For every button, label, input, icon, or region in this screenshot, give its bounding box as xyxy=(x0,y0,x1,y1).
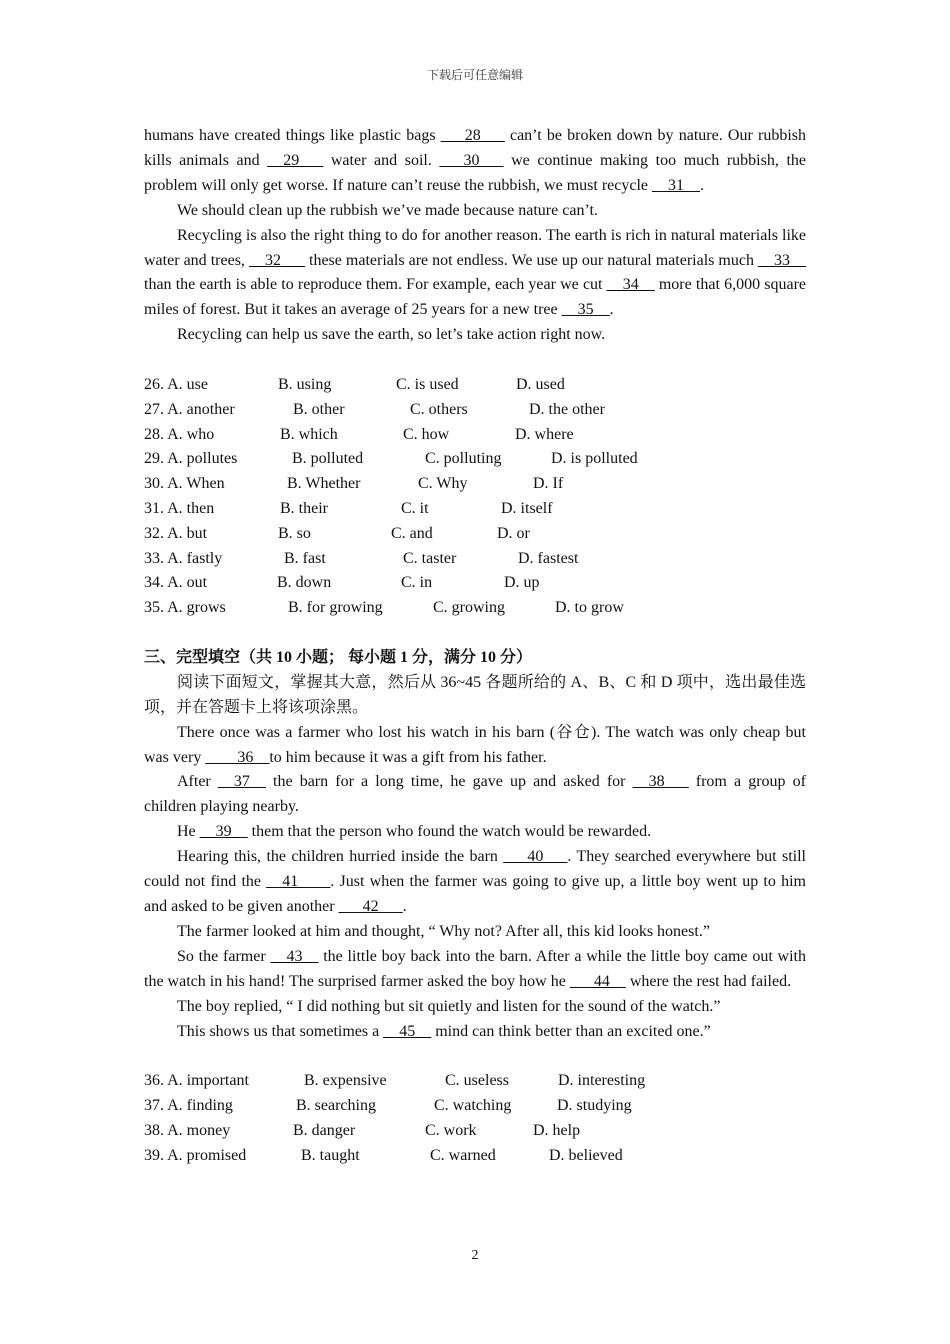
paragraph: We should clean up the rubbish we’ve made because nature can’t. xyxy=(177,201,598,219)
question-row xyxy=(144,1119,806,1144)
option-text: B. which xyxy=(280,425,338,443)
answer-blank: __39__ xyxy=(199,823,248,841)
answer-blank: __43__ xyxy=(270,947,319,965)
option-text: C. in xyxy=(401,574,433,592)
option-text: 37. A. finding xyxy=(144,1097,233,1115)
option-text: D. believed xyxy=(549,1146,623,1164)
option-text: C. taster xyxy=(403,549,457,567)
option-text: B. other xyxy=(293,400,345,418)
paragraph: This shows us that sometimes a __45__ mind can think better than an excited one.” xyxy=(177,1022,711,1040)
question-row xyxy=(144,472,806,497)
option-text: C. useless xyxy=(445,1072,509,1090)
question-list-2 xyxy=(144,1069,806,1168)
answer-blank: __33__ xyxy=(758,251,806,269)
option-text: 38. A. money xyxy=(144,1121,231,1139)
question-row xyxy=(144,447,806,472)
answer-blank: __29___ xyxy=(267,151,324,169)
answer-blank: ___42___ xyxy=(338,897,403,915)
option-text: 35. A. grows xyxy=(144,599,226,617)
option-text: D. or xyxy=(497,524,530,542)
option-text: 34. A. out xyxy=(144,574,208,592)
answer-blank: __31__ xyxy=(652,176,700,194)
option-text: C. others xyxy=(410,400,468,418)
option-text: C. is used xyxy=(396,376,459,394)
question-row xyxy=(144,1144,806,1169)
option-text: D. used xyxy=(516,376,565,394)
option-text: 27. A. another xyxy=(144,400,235,418)
option-text: C. watching xyxy=(434,1097,512,1115)
answer-blank: __45__ xyxy=(383,1022,432,1040)
option-text: B. using xyxy=(278,376,332,394)
option-text: C. polluting xyxy=(425,450,502,468)
option-text: D. up xyxy=(504,574,540,592)
option-text: 32. A. but xyxy=(144,524,208,542)
answer-blank: ____36__ xyxy=(205,748,270,766)
question-row xyxy=(144,497,806,522)
option-text: 26. A. use xyxy=(144,376,208,394)
answer-blank: __38___ xyxy=(632,773,689,791)
option-text: D. If xyxy=(533,475,564,493)
paragraph: The boy replied, “ I did nothing but sit quietly and listen for the sound of the watch.” xyxy=(177,997,721,1015)
question-row xyxy=(144,1094,806,1119)
option-text: B. their xyxy=(280,500,328,518)
answer-blank: ___30___ xyxy=(439,151,504,169)
option-text: B. for growing xyxy=(288,599,383,617)
answer-blank: __32___ xyxy=(248,251,305,269)
question-row xyxy=(144,373,806,398)
paragraph: There once was a farmer who lost his watch in his barn (谷仓). The watch was only cheap but was very ____36__to him because it was a gift from his father. xyxy=(144,723,806,766)
option-text: 29. A. pollutes xyxy=(144,450,238,468)
question-row xyxy=(144,522,806,547)
answer-blank: ___40___ xyxy=(503,848,568,866)
option-text: B. expensive xyxy=(304,1072,387,1090)
option-text: C. work xyxy=(425,1121,477,1139)
option-text: 36. A. important xyxy=(144,1072,249,1090)
option-text: 39. A. promised xyxy=(144,1146,247,1164)
option-text: B. polluted xyxy=(292,450,364,468)
option-text: 30. A. When xyxy=(144,475,225,493)
option-text: B. so xyxy=(278,524,311,542)
question-row xyxy=(144,1069,806,1094)
passage-1 xyxy=(144,124,806,348)
paragraph: He __39__ them that the person who found the watch would be rewarded. xyxy=(177,823,652,841)
question-row xyxy=(144,596,806,621)
option-text: C. it xyxy=(401,500,429,518)
option-text: D. interesting xyxy=(558,1072,646,1090)
option-text: B. down xyxy=(277,574,332,592)
answer-blank: __34__ xyxy=(606,276,655,294)
option-text: B. Whether xyxy=(287,475,361,493)
option-text: B. taught xyxy=(301,1146,360,1164)
option-text: C. growing xyxy=(433,599,505,617)
question-row xyxy=(144,423,806,448)
option-text: B. searching xyxy=(296,1097,376,1115)
paragraph: After __37__ the barn for a long time, he gave up and asked for __38___ from a group of children playing nearby. xyxy=(144,773,807,816)
page-number: 2 xyxy=(471,1248,479,1263)
passage-2 xyxy=(144,721,806,1045)
paragraph: Recycling can help us save the earth, so let’s take action right now. xyxy=(177,326,606,344)
answer-blank: __37__ xyxy=(217,773,266,791)
option-text: C. Why xyxy=(418,475,468,493)
question-row xyxy=(144,547,806,572)
option-text: D. is polluted xyxy=(551,450,638,468)
option-text: D. studying xyxy=(557,1097,632,1115)
option-text: B. danger xyxy=(293,1121,356,1139)
paragraph: humans have created things like plastic bags ___28___ can’t be broken down by nature. Our rubbish kills animals and __29___ water and soil. ___30___ we continue making too much rubbish, the problem will only get worse. If nature can’t reuse the rubbish, we must recycle __31__. xyxy=(144,127,806,194)
option-text: B. fast xyxy=(284,549,326,567)
answer-blank: __35__ xyxy=(561,301,610,319)
paragraph: Recycling is also the right thing to do for another reason. The earth is rich in natural materials like water and trees, __32___ these materials are not endless. We use up our natural materials much __33__ than the earth is able to reproduce them. For example, each year we cut __34__ more that 6,000 square miles of forest. But it takes an average of 25 years for a new tree __35__. xyxy=(144,226,807,319)
option-text: D. where xyxy=(515,425,574,443)
option-text: D. the other xyxy=(529,400,605,418)
option-text: D. help xyxy=(533,1121,581,1139)
section-title: 三、完型填空（共 10 小题； 每小题 1 分，满分 10 分） xyxy=(144,648,533,666)
answer-blank: ___44__ xyxy=(569,972,626,990)
question-list-1 xyxy=(144,373,806,621)
section-instruction: 阅读下面短文，掌握其大意，然后从 36~45 各题所给的 A、B、C 和 D 项中，选出最佳选项，并在答题卡上将该项涂黑。 xyxy=(144,673,806,716)
option-text: D. itself xyxy=(501,500,553,518)
option-text: 33. A. fastly xyxy=(144,549,223,567)
answer-blank: ___28___ xyxy=(440,127,505,144)
option-text: D. fastest xyxy=(518,549,579,567)
option-text: 28. A. who xyxy=(144,425,215,443)
page-header: 下载后可任意编辑 xyxy=(426,68,523,82)
paragraph: Hearing this, the children hurried inside the barn ___40___. They searched everywhere but still could not find the __41____. Just when the farmer was going to give up, a little boy went up to him and asked to be given another ___42___. xyxy=(144,848,807,915)
option-text: C. how xyxy=(403,425,450,443)
option-text: D. to grow xyxy=(555,599,624,617)
option-text: C. and xyxy=(391,524,433,542)
document-body xyxy=(144,124,806,1168)
paragraph: So the farmer __43__ the little boy back into the barn. After a while the little boy came out with the watch in his hand! The surprised farmer asked the boy how he ___44__ where the rest had failed. xyxy=(144,947,807,990)
question-row xyxy=(144,571,806,596)
answer-blank: __41____ xyxy=(266,873,331,891)
question-row xyxy=(144,398,806,423)
paragraph: The farmer looked at him and thought, “ Why not? After all, this kid looks honest.” xyxy=(177,922,710,940)
option-text: C. warned xyxy=(430,1146,496,1164)
option-text: 31. A. then xyxy=(144,500,215,518)
